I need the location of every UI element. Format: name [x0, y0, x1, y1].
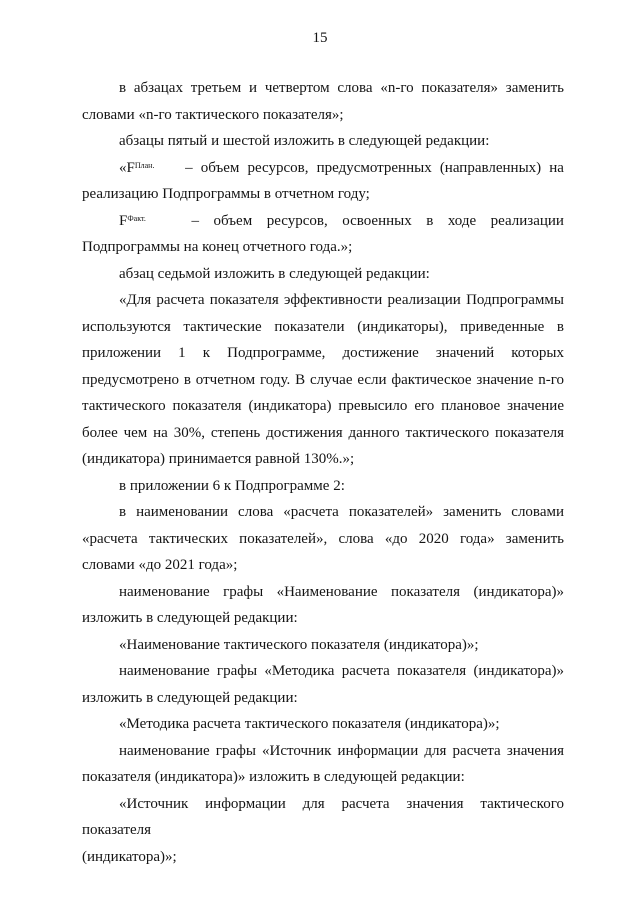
paragraph-line: в абзацах третьем и четвертом слова «n-го показателя» заменить [119, 80, 564, 96]
paragraph: «Наименование тактического показателя (индикатора)»; [119, 636, 479, 653]
paragraph-line: наименование графы «Источник информации для расчета значения [119, 742, 564, 759]
paragraph-line: в наименовании слова «расчета показателей» заменить словами [119, 504, 564, 520]
paragraph-line: словами «n-го тактического показателя»; [82, 106, 344, 123]
document-body [82, 75, 564, 870]
paragraph: абзац седьмой изложить в следующей редакции: [119, 265, 430, 282]
paragraph-line: изложить в следующей редакции: [82, 610, 298, 626]
paragraph-line: Подпрограммы на конец отчетного года.»; [82, 239, 353, 255]
paragraph-line: «расчета тактических показателей», слова «до 2020 года» заменить [82, 530, 564, 547]
paragraph-line: изложить в следующей редакции: [82, 689, 298, 706]
paragraph-line: тактического показателя (индикатора) превысило его плановое значение [82, 398, 564, 414]
symbol-f-plan: «$F^{План.}$ [119, 159, 155, 176]
definition-plan: «$F^{План.}$ – объем ресурсов, предусмотренных (направленных) на [82, 155, 564, 182]
paragraph-line: «Для расчета показателя эффективности реализации Подпрограммы [119, 292, 564, 308]
paragraph-line: наименование графы «Наименование показателя (индикатора)» [119, 583, 564, 600]
definition-fact: $F^{Факт.}$ – объем ресурсов, освоенных в ходе реализации [82, 208, 564, 235]
paragraph-line: реализацию Подпрограммы в отчетном году; [82, 186, 370, 202]
paragraph-line: приложении 1 к Подпрограмме, достижение значений которых [82, 345, 564, 361]
paragraph-line: используются тактические показатели (индикаторы), приведенные в [82, 318, 564, 335]
paragraph-line: (индикатора)»; [82, 848, 177, 865]
paragraph-line: «Источник информации для расчета значения тактического показателя [82, 795, 564, 838]
paragraph: «Методика расчета тактического показателя (индикатора)»; [119, 716, 500, 732]
symbol-f-fact: $F^{Факт.}$ [119, 212, 146, 229]
paragraph-line: более чем на 30%, степень достижения данного тактического показателя [82, 424, 564, 441]
page-number: 15 [312, 30, 328, 46]
paragraph-line: (индикатора) принимается равной 130%.»; [82, 451, 355, 467]
paragraph: в приложении 6 к Подпрограмме 2: [119, 477, 345, 494]
paragraph-line: показателя (индикатора)» изложить в следующей редакции: [82, 769, 465, 785]
paragraph-line: словами «до 2021 года»; [82, 557, 238, 573]
paragraph-line: наименование графы «Методика расчета показателя (индикатора)» [119, 663, 564, 679]
paragraph: абзацы пятый и шестой изложить в следующей редакции: [119, 133, 490, 149]
paragraph-line: предусмотрено в отчетном году. В случае если фактическое значение n-го [82, 371, 564, 388]
